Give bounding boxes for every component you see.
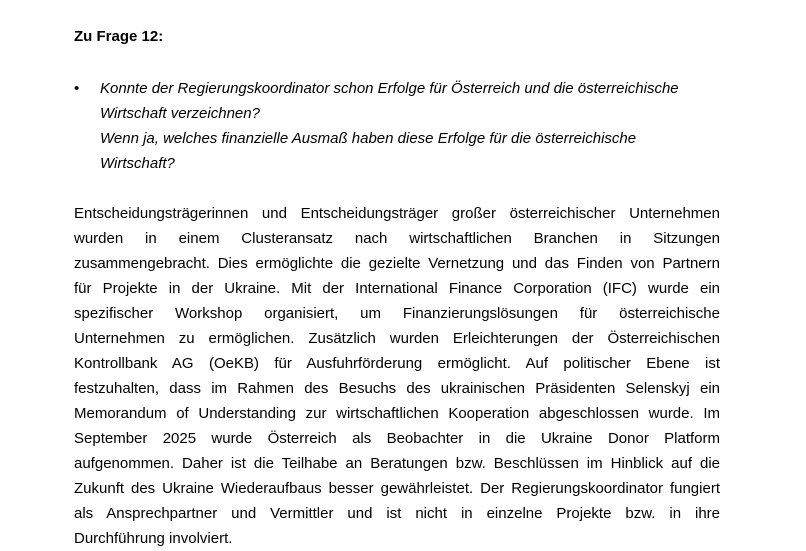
answer-line: aufgenommen. Daher ist die Teilhabe an Beratungen bzw. Beschlüssen im Hinblick auf die	[74, 455, 720, 472]
answer-line: Entscheidungsträgerinnen und Entscheidungsträger großer österreichischer Unternehmen	[74, 205, 720, 222]
answer-line: wurden in einem Clusteransatz nach wirtschaftlichen Branchen in Sitzungen	[74, 230, 720, 247]
answer-line: September 2025 wurde Österreich als Beobachter in die Ukraine Donor Platform	[74, 430, 720, 447]
answer-line: zusammengebracht. Dies ermöglichte die gezielte Vernetzung und das Finden von Partnern	[74, 255, 720, 272]
answer-line: Zukunft des Ukraine Wiederaufbaus besser gewährleistet. Der Regierungskoordinator fungiert	[74, 480, 720, 497]
answer-line: Durchführung involviert.	[74, 530, 233, 547]
question-line: Konnte der Regierungskoordinator schon Erfolge für Österreich und die österreichische	[100, 80, 679, 97]
question-line: Wirtschaft verzeichnen?	[100, 105, 260, 122]
answer-line: Kontrollbank AG (OeKB) für Ausfuhrförderung ermöglicht. Auf politischer Ebene ist	[74, 355, 720, 372]
answer-line: Memorandum of Understanding zur wirtschaftlichen Kooperation abgeschlossen wurde. Im	[74, 405, 720, 422]
answer-line: Unternehmen zu ermöglichen. Zusätzlich wurden Erleichterungen der Österreichischen	[74, 330, 720, 347]
bullet-point: •	[74, 80, 80, 97]
answer-line: spezifischer Workshop organisiert, um Finanzierungslösungen für österreichische	[74, 305, 720, 322]
question-text	[100, 76, 724, 176]
answer-line: festzuhalten, dass im Rahmen des Besuchs des ukrainischen Präsidenten Selenskyj ein	[74, 380, 720, 397]
question-line: Wirtschaft?	[100, 155, 175, 172]
section-heading: Zu Frage 12:	[74, 28, 164, 45]
answer-paragraph	[74, 201, 720, 551]
answer-line: für Projekte in der Ukraine. Mit der International Finance Corporation (IFC) wurde ein	[74, 280, 720, 297]
answer-line: als Ansprechpartner und Vermittler und ist nicht in einzelne Projekte bzw. in ihre	[74, 505, 720, 522]
question-line: Wenn ja, welches finanzielle Ausmaß haben diese Erfolge für die österreichische	[100, 130, 637, 147]
